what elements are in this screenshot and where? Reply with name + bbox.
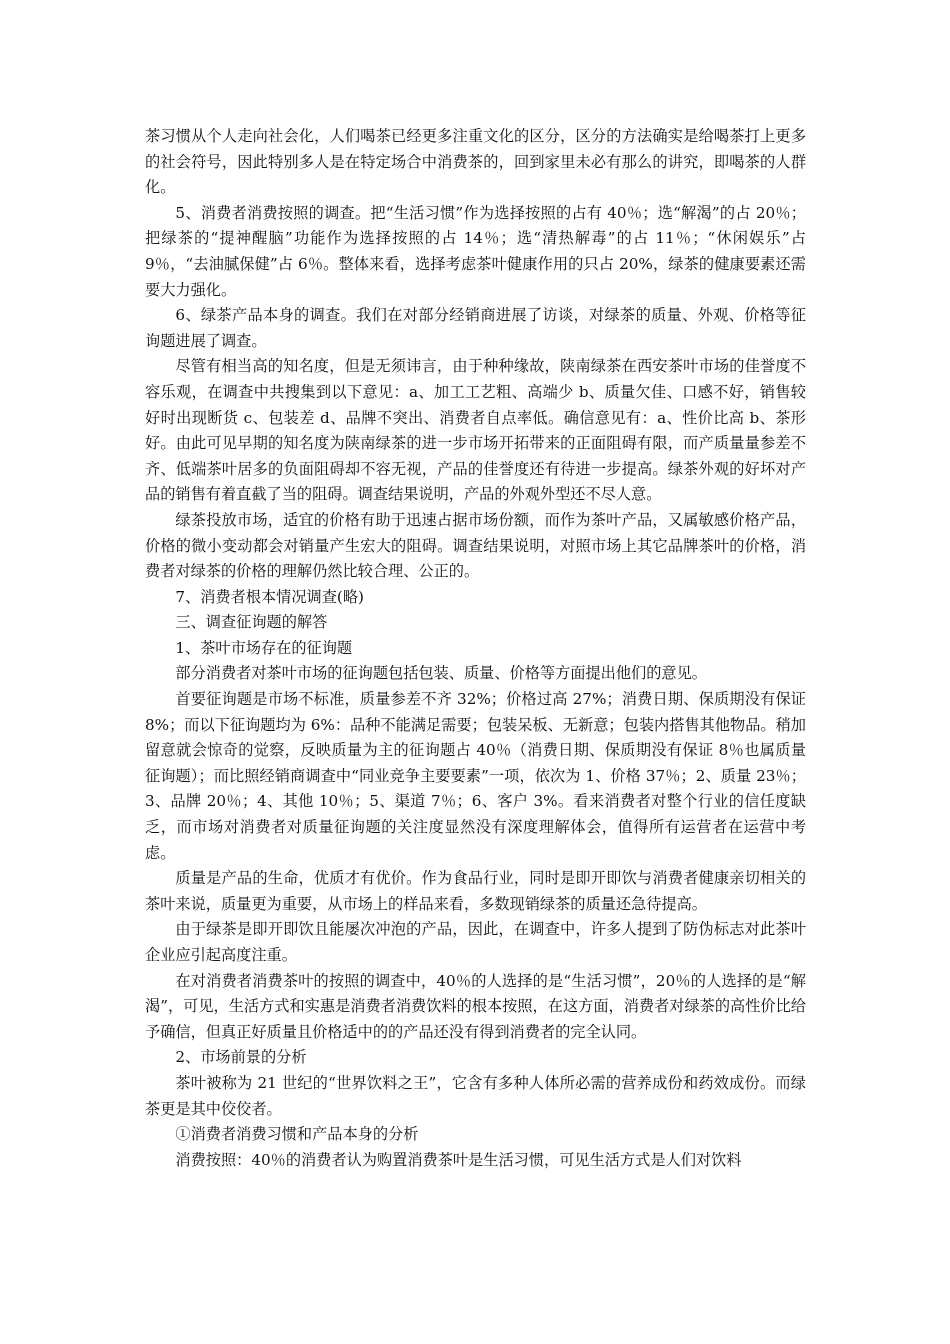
paragraph: 茶叶被称为 21 世纪的“世界饮料之王”，它含有多种人体所必需的营养成份和药效成份。而绿茶更是其中佼佼者。	[145, 1073, 806, 1118]
paragraph: 6、绿茶产品本身的调查。我们在对部分经销商进展了访谈，对绿茶的质量、外观、价格等征询题进展了调查。	[145, 306, 806, 350]
section-heading: 1、茶叶市场存在的征询题	[175, 638, 353, 657]
paragraph: 绿茶投放市场，适宜的价格有助于迅速占据市场份额，而作为茶叶产品，又属敏感价格产品，价格的微小变动都会对销量产生宏大的阻碍。调查结果说明，对照市场上其它品牌茶叶的价格，消费者对绿茶的价格的理解仍然比较合理、公正的。	[145, 510, 806, 581]
paragraph: 茶习惯从个人走向社会化，人们喝茶已经更多注重文化的区分，区分的方法确实是给喝茶打上更多的社会符号，因此特别多人是在特定场合中消费茶的，回到家里未必有那么的讲究，即喝茶的人群化。	[145, 127, 806, 197]
paragraph: 由于绿茶是即开即饮且能屡次冲泡的产品，因此，在调查中，许多人提到了防伪标志对此茶叶企业应引起高度注重。	[145, 920, 806, 964]
section-heading: ①消费者消费习惯和产品本身的分析	[175, 1125, 419, 1144]
paragraph: 尽管有相当高的知名度，但是无须讳言，由于种种缘故，陕南绿茶在西安茶叶市场的佳誉度不容乐观，在调查中共搜集到以下意见：a、加工工艺粗、高端少 b、质量欠佳、口感不好，销售较好时出现断货 c、包装差 d、品牌不突出、消费者自点率低。确信意见有：a、性价比高 b、茶形好。由此可见早期的知名度为陕南绿茶的进一步市场开拓带来的正面阻碍有限，而产质量量参差不齐、低端茶叶居多的负面阻碍却不容无视，产品的佳誉度还有待进一步提高。绿茶外观的好坏对产品的销售有着直截了当的阻碍。调查结果说明，产品的外观外型还不尽人意。	[145, 357, 806, 504]
document-body	[145, 124, 806, 1173]
paragraph: 质量是产品的生命，优质才有优价。作为食品行业，同时是即开即饮与消费者健康亲切相关的茶叶来说，质量更为重要，从市场上的样品来看，多数现销绿茶的质量还急待提高。	[145, 869, 806, 913]
paragraph: 消费按照：40％的消费者认为购置消费茶叶是生活习惯，可见生活方式是人们对饮料	[175, 1150, 742, 1169]
section-heading: 7、消费者根本情况调查(略)	[175, 587, 364, 606]
paragraph: 5、消费者消费按照的调查。把“生活习惯”作为选择按照的占有 40％；选“解渴”的占 20％；把绿茶的“提神醒脑”功能作为选择按照的占 14％；选“清热解毒”的占 11％；“休闲娱乐”占 9％，“去油腻保健”占 6％。整体来看，选择考虑茶叶健康作用的只占 20%，绿茶的健康要素还需要大力强化。	[145, 203, 806, 299]
section-heading: 三、调查征询题的解答	[175, 613, 328, 632]
section-heading: 2、市场前景的分析	[175, 1048, 307, 1067]
paragraph: 首要征询题是市场不标准，质量参差不齐 32%；价格过高 27%；消费日期、保质期没有保证 8%；而以下征询题均为 6%：品种不能满足需要；包装呆板、无新意；包装内搭售其他物品。稍加留意就会惊奇的觉察，反映质量为主的征询题占 40％（消费日期、保质期没有保证 8％也属质量征询题）；而比照经销商调查中“同业竞争主要要素”一项，依次为 1、价格 37％；2、质量 23％；3、品牌 20％；4、其他 10％；5、渠道 7％；6、客户 3%。看来消费者对整个行业的信任度缺乏，而市场对消费者对质量征询题的关注度显然没有深度理解体会，值得所有运营者在运营中考虑。	[145, 690, 806, 862]
paragraph: 部分消费者对茶叶市场的征询题包括包装、质量、价格等方面提出他们的意见。	[175, 664, 707, 683]
paragraph: 在对消费者消费茶叶的按照的调查中，40％的人选择的是“生活习惯”，20％的人选择的是“解渴”，可见，生活方式和实惠是消费者消费饮料的根本按照，在这方面，消费者对绿茶的高性价比给予确信，但真正好质量且价格适中的的产品还没有得到消费者的完全认同。	[145, 971, 806, 1041]
